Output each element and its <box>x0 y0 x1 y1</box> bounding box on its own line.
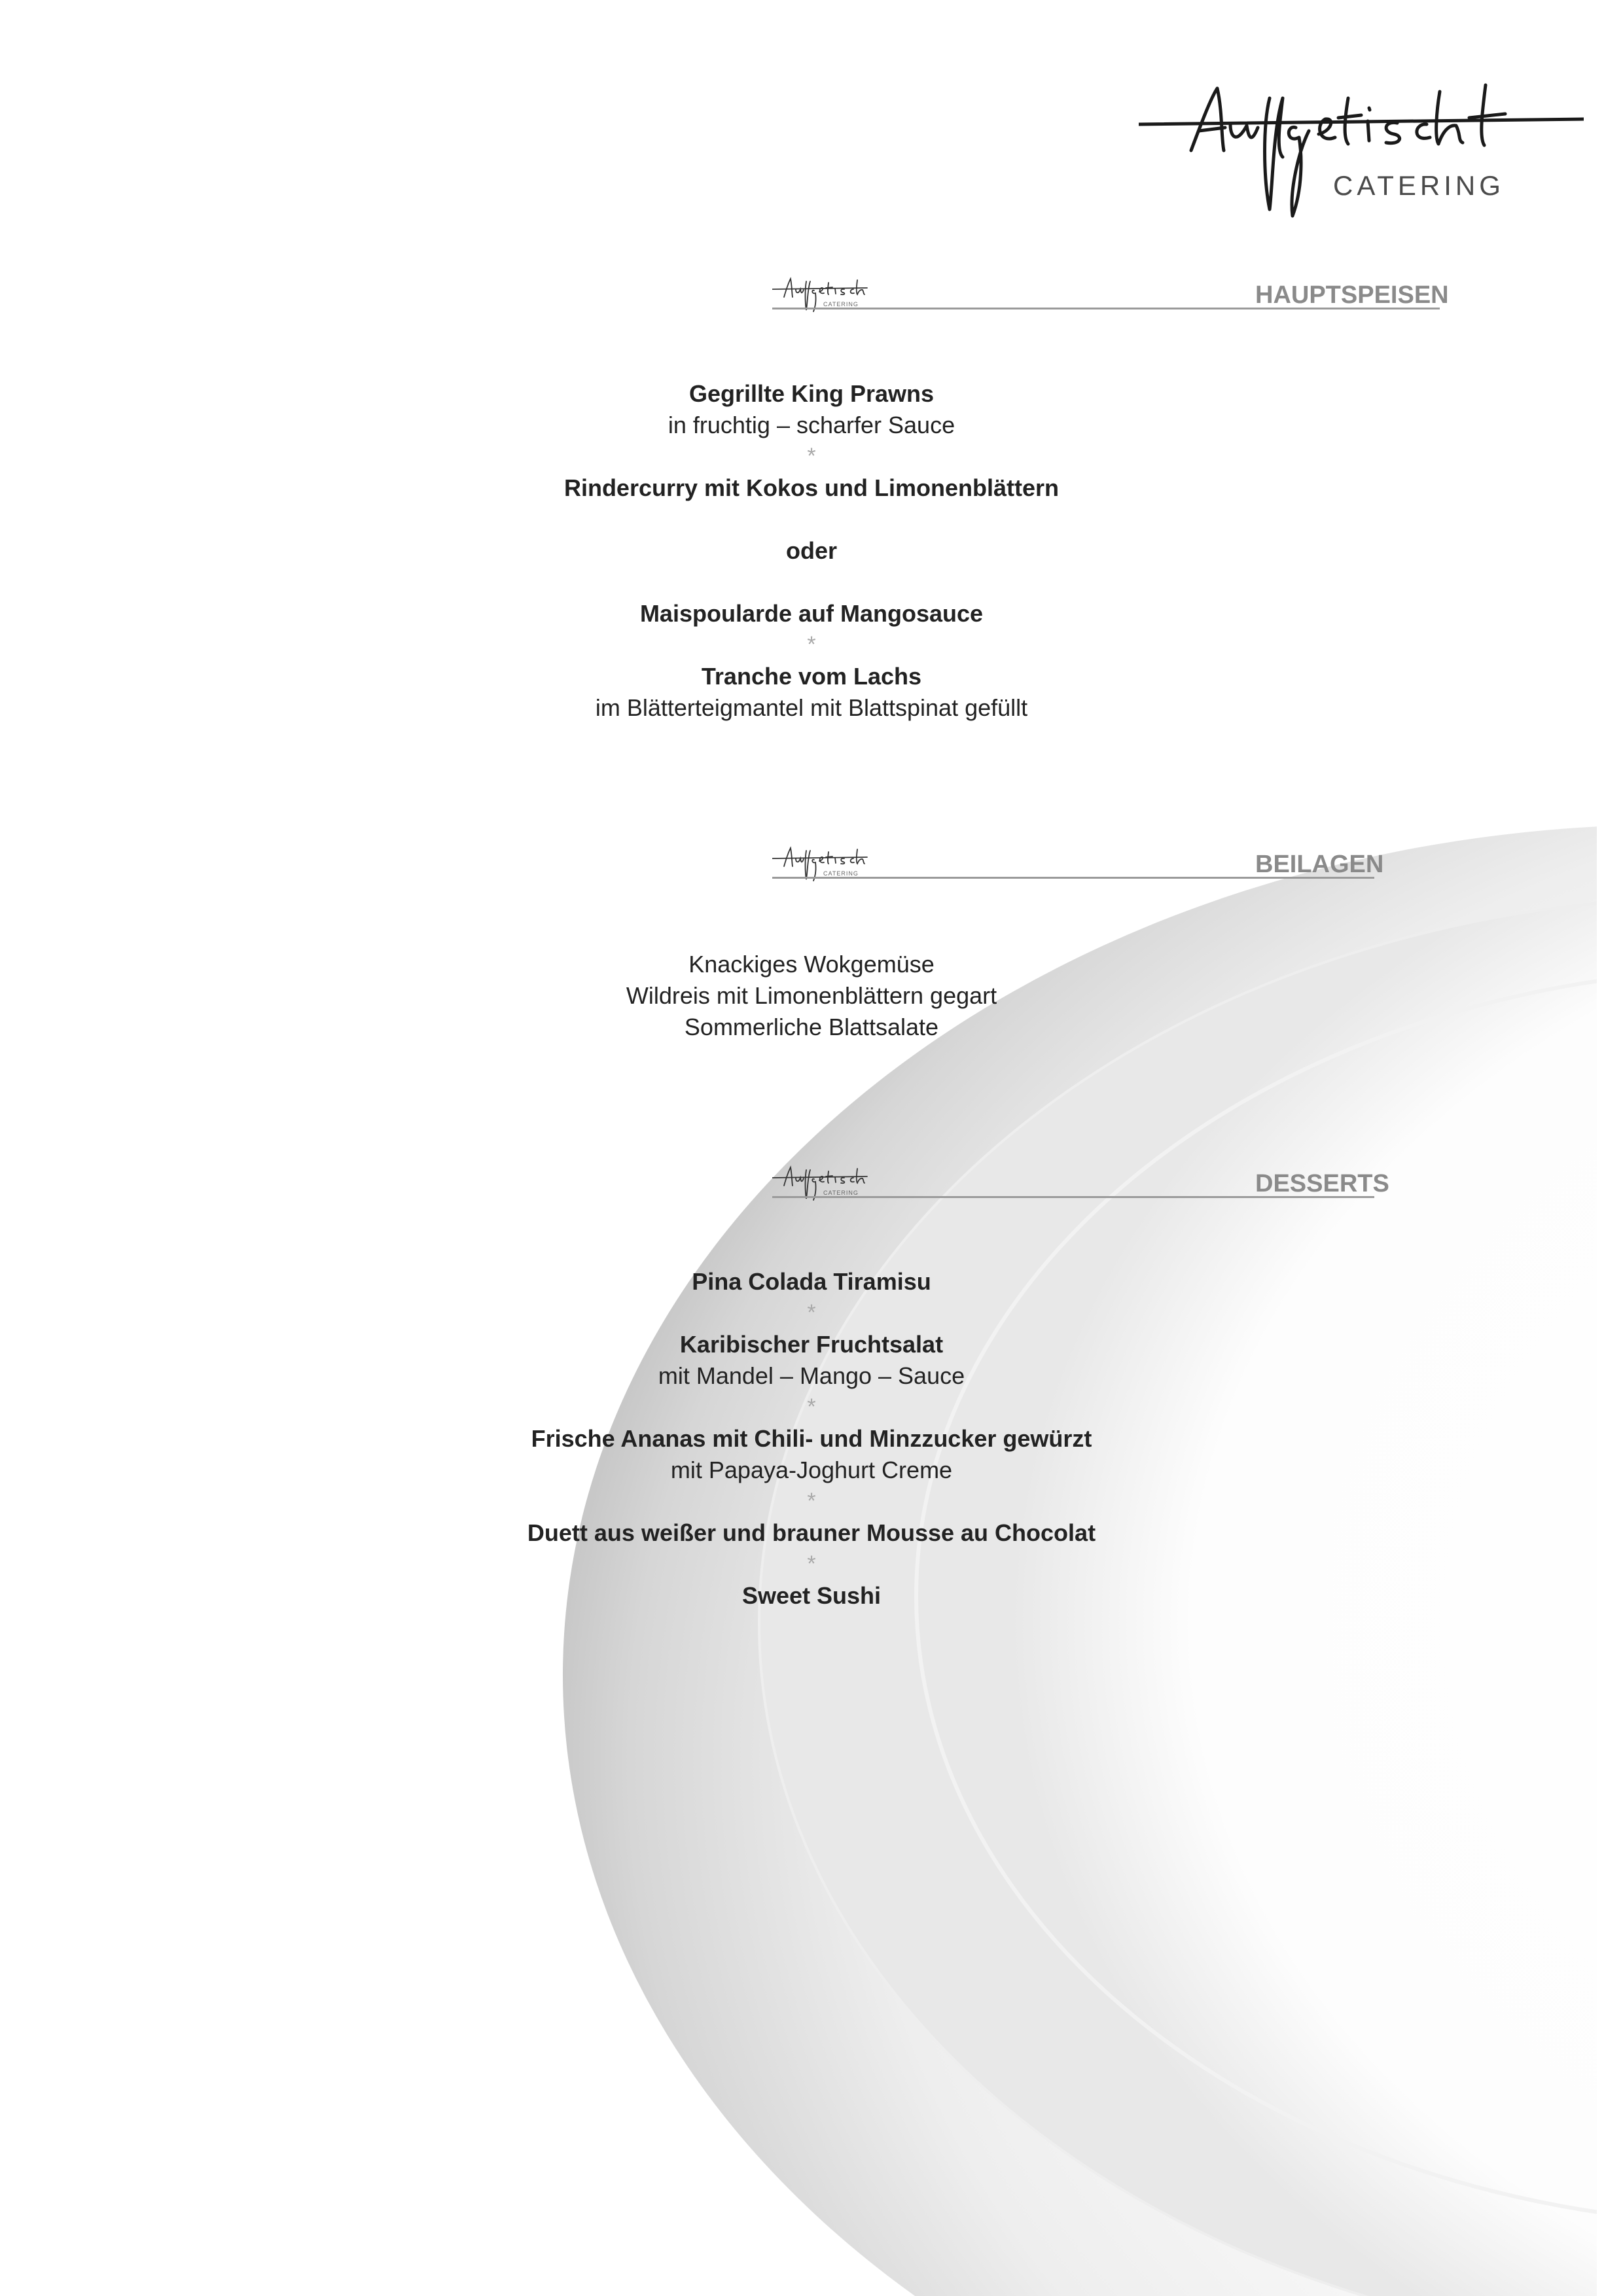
dish-name: Karibischer Fruchtsalat <box>679 1331 944 1358</box>
logo-script-graphic <box>1139 72 1584 229</box>
dish-description: in fruchtig – scharfer Sauce <box>668 412 955 438</box>
separator-asterisk: * <box>807 1394 816 1419</box>
section-header-sides <box>772 844 1440 910</box>
dish-description: mit Papaya-Joghurt Creme <box>670 1457 953 1483</box>
separator-asterisk: * <box>807 1551 816 1576</box>
separator-asterisk: * <box>807 444 816 468</box>
dish-name: Duett aus weißer und brauner Mousse au Chocolat <box>527 1519 1096 1546</box>
mini-logo-subtitle: CATERING <box>823 870 859 877</box>
side-item: Wildreis mit Limonenblättern gegart <box>626 982 997 1009</box>
dish-name: Frische Ananas mit Chili- und Minzzucker gewürzt <box>531 1425 1092 1452</box>
dish-name: Rindercurry mit Kokos und Limonenblättern <box>563 474 1060 501</box>
dish-name: Gegrillte King Prawns <box>688 380 935 407</box>
dish-name: Maispoularde auf Mangosauce <box>639 600 984 627</box>
section-title-main-courses: HAUPTSPEISEN <box>1255 281 1449 309</box>
dish-name: Tranche vom Lachs <box>701 663 922 690</box>
dish-description: mit Mandel – Mango – Sauce <box>658 1362 965 1389</box>
section-title-sides: BEILAGEN <box>1255 851 1384 878</box>
sides-list <box>419 949 1204 1043</box>
desserts-list <box>419 1266 1204 1612</box>
side-item: Sommerliche Blattsalate <box>684 1014 939 1040</box>
brand-logo <box>1139 72 1584 229</box>
separator-asterisk: * <box>807 632 816 657</box>
separator-asterisk: * <box>807 1489 816 1513</box>
or-divider: oder <box>785 537 837 564</box>
mini-logo-subtitle: CATERING <box>823 301 859 308</box>
mini-logo-subtitle: CATERING <box>823 1190 859 1196</box>
section-header-main-courses <box>772 275 1449 340</box>
dish-name: Sweet Sushi <box>741 1582 882 1609</box>
separator-asterisk: * <box>807 1300 816 1325</box>
main-courses-list <box>419 378 1204 724</box>
dish-name: Pina Colada Tiramisu <box>692 1268 931 1295</box>
dish-description: im Blätterteigmantel mit Blattspinat gefüllt <box>595 694 1028 721</box>
side-item: Knackiges Wokgemüse <box>688 951 935 978</box>
brand-logo-subtitle: CATERING <box>1333 170 1505 201</box>
section-title-desserts: DESSERTS <box>1255 1170 1389 1197</box>
section-header-desserts <box>772 1163 1440 1229</box>
